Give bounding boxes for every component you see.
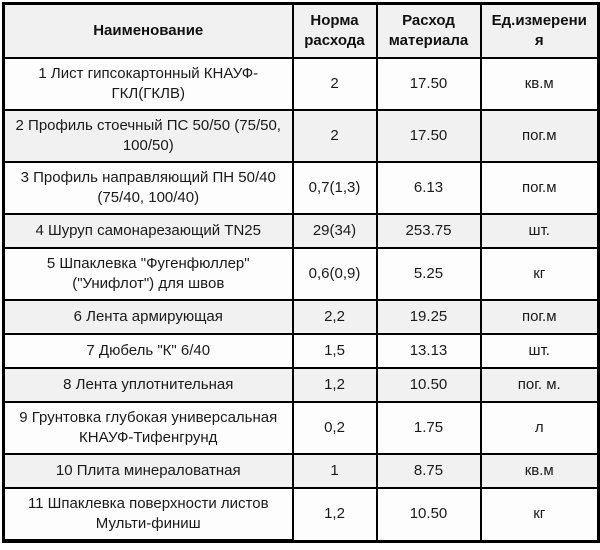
cell-consumption: 1.75 (377, 402, 481, 454)
cell-consumption: 10.50 (377, 368, 481, 402)
cell-norm: 1,5 (293, 334, 377, 368)
cell-norm: 2 (293, 110, 377, 162)
table-row (4, 58, 599, 110)
table-row (4, 454, 599, 488)
cell-unit: шт. (481, 214, 599, 248)
table-row (4, 248, 599, 300)
table-row (4, 214, 599, 248)
cell-unit: пог. м. (481, 368, 599, 402)
cell-norm: 1,2 (293, 368, 377, 402)
table-row (4, 488, 599, 541)
cell-name: 3 Профиль направляющий ПН 50/40 (75/40, 100/40) (4, 162, 293, 214)
cell-norm: 1,2 (293, 488, 377, 541)
cell-norm: 2,2 (293, 300, 377, 334)
cell-consumption: 8.75 (377, 454, 481, 488)
materials-consumption-table (2, 2, 600, 543)
cell-unit: кг (481, 248, 599, 300)
cell-unit: кв.м (481, 58, 599, 110)
cell-name: 4 Шуруп самонарезающий TN25 (4, 214, 293, 248)
table-header (4, 4, 599, 59)
column-header-norm: Норма расхода (293, 4, 377, 59)
table-row (4, 300, 599, 334)
cell-norm: 29(34) (293, 214, 377, 248)
cell-consumption: 10.50 (377, 488, 481, 541)
cell-name: 5 Шпаклевка "Фугенфюллер" ("Унифлот") для швов (4, 248, 293, 300)
header-row (4, 4, 599, 59)
table-row (4, 334, 599, 368)
cell-consumption: 253.75 (377, 214, 481, 248)
table-body (4, 58, 599, 541)
cell-norm: 0,2 (293, 402, 377, 454)
table-row (4, 402, 599, 454)
cell-name: 2 Профиль стоечный ПС 50/50 (75/50, 100/50) (4, 110, 293, 162)
table-row (4, 110, 599, 162)
cell-unit: пог.м (481, 300, 599, 334)
cell-unit: кв.м (481, 454, 599, 488)
cell-norm: 1 (293, 454, 377, 488)
cell-consumption: 17.50 (377, 58, 481, 110)
cell-unit: пог.м (481, 162, 599, 214)
cell-consumption: 17.50 (377, 110, 481, 162)
cell-name: 9 Грунтовка глубокая универсальная КНАУФ-Тифенгрунд (4, 402, 293, 454)
cell-name: 10 Плита минераловатная (4, 454, 293, 488)
column-header-consumption: Расход материала (377, 4, 481, 59)
cell-consumption: 13.13 (377, 334, 481, 368)
cell-name: 1 Лист гипсокартонный КНАУФ-ГКЛ(ГКЛВ) (4, 58, 293, 110)
cell-consumption: 5.25 (377, 248, 481, 300)
cell-unit: кг (481, 488, 599, 541)
table-row (4, 162, 599, 214)
cell-name: 7 Дюбель "К" 6/40 (4, 334, 293, 368)
cell-name: 8 Лента уплотнительная (4, 368, 293, 402)
cell-consumption: 19.25 (377, 300, 481, 334)
cell-unit: шт. (481, 334, 599, 368)
cell-name: 6 Лента армирующая (4, 300, 293, 334)
cell-norm: 2 (293, 58, 377, 110)
table-row (4, 368, 599, 402)
cell-consumption: 6.13 (377, 162, 481, 214)
column-header-unit: Ед.измерения (481, 4, 599, 59)
cell-unit: пог.м (481, 110, 599, 162)
cell-name: 11 Шпаклевка поверхности листов Мульти-финиш (4, 488, 293, 541)
column-header-name: Наименование (4, 4, 293, 59)
cell-norm: 0,7(1,3) (293, 162, 377, 214)
cell-unit: л (481, 402, 599, 454)
cell-norm: 0,6(0,9) (293, 248, 377, 300)
